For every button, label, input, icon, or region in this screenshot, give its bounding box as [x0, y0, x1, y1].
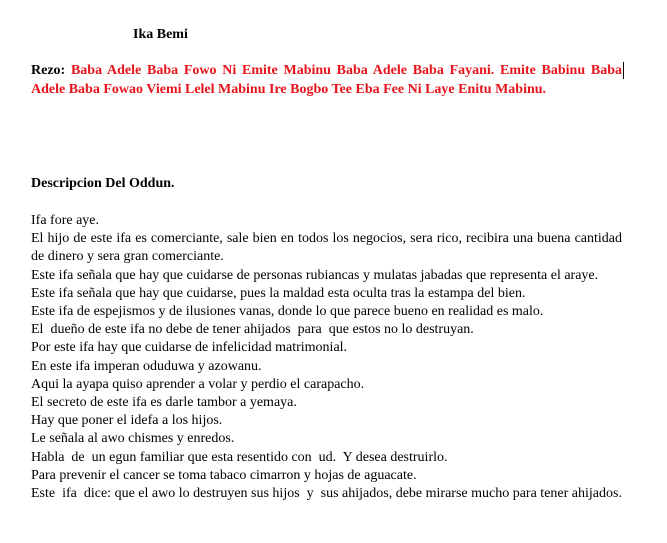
paragraph: Habla de un egun familiar que esta resentido con ud. Y desea destruirlo. — [31, 449, 448, 465]
paragraph: Aqui la ayapa quiso aprender a volar y perdio el carapacho. — [31, 376, 365, 392]
paragraph: Este ifa señala que hay que cuidarse de personas rubiancas y mulatas jabadas que representa el araye. — [31, 267, 599, 283]
paragraph: Para prevenir el cancer se toma tabaco cimarron y hojas de aguacate. — [31, 467, 417, 483]
rezo-label: Rezo — [31, 63, 61, 78]
paragraph: Le señala al awo chismes y enredos. — [31, 431, 235, 447]
rezo-colon: : — [60, 63, 71, 78]
text-cursor — [623, 62, 624, 79]
paragraph: El dueño de este ifa no debe de tener ahijados para que estos no lo destruyan. — [31, 322, 474, 338]
document-title: Ika Bemi — [133, 27, 188, 42]
paragraph: Este ifa dice: que el awo lo destruyen sus hijos y sus ahijados, debe mirarse mucho para tener ahijados. — [31, 486, 622, 502]
paragraph: Ifa fore aye. — [31, 213, 100, 228]
rezo-text: Baba Adele Baba Fowo Ni Emite Mabinu Baba Adele Baba Fayani. Emite Babinu Baba Adele Baba Fowao Viemi Lelel Mabinu Ire Bogbo Tee Eba Fee Ni Laye Enitu Mabinu. — [31, 63, 622, 97]
paragraph: En este ifa imperan oduduwa y azowanu. — [31, 358, 262, 374]
section-heading: Descripcion Del Oddun. — [31, 176, 175, 191]
paragraph: El hijo de este ifa es comerciante, sale bien en todos los negocios, sera rico, recibira una buena cantidad de dinero y sera gran comerciante. — [31, 231, 626, 265]
paragraph: Este ifa señala que hay que cuidarse, pues la maldad esta oculta tras la estampa del bien. — [31, 285, 526, 301]
paragraph: Hay que poner el idefa a los hijos. — [31, 413, 223, 429]
paragraph: El secreto de este ifa es darle tambor a yemaya. — [31, 395, 297, 411]
paragraph: Por este ifa hay que cuidarse de infelicidad matrimonial. — [31, 340, 348, 356]
rezo-paragraph — [31, 62, 622, 99]
description-body — [31, 212, 626, 503]
paragraph: Este ifa de espejismos y de ilusiones vanas, donde lo que parece bueno en realidad es malo. — [31, 304, 544, 320]
